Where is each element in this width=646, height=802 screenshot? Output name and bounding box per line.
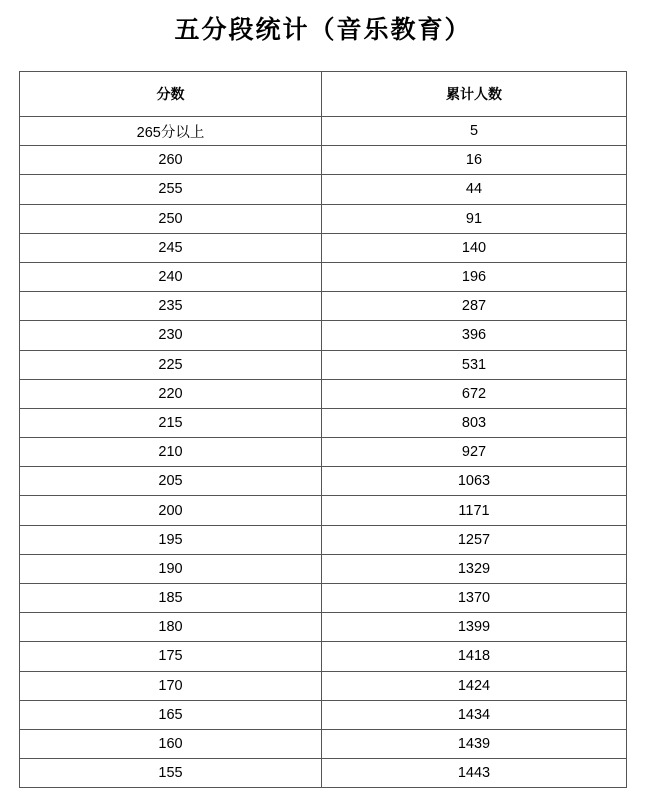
- table-row: [20, 262, 627, 291]
- cumulative-count-cell: 1434: [322, 700, 627, 729]
- table-row: [20, 496, 627, 525]
- score-cell: 155: [20, 759, 322, 788]
- score-cell: 250: [20, 204, 322, 233]
- cumulative-count-cell: 927: [322, 438, 627, 467]
- table-row: [20, 321, 627, 350]
- score-table: [19, 71, 627, 788]
- table-row: [20, 525, 627, 554]
- score-cell: 230: [20, 321, 322, 350]
- table-row: [20, 175, 627, 204]
- cumulative-count-cell: 1439: [322, 729, 627, 758]
- column-header-cumulative-count: 累计人数: [322, 72, 627, 117]
- cumulative-count-cell: 1418: [322, 642, 627, 671]
- table-row: [20, 379, 627, 408]
- table-row: [20, 408, 627, 437]
- table-row: [20, 146, 627, 175]
- table-row: [20, 438, 627, 467]
- score-cell: 185: [20, 584, 322, 613]
- score-cell: 205: [20, 467, 322, 496]
- cumulative-count-cell: 287: [322, 292, 627, 321]
- table-row: [20, 554, 627, 583]
- cumulative-count-cell: 396: [322, 321, 627, 350]
- cumulative-count-cell: 1424: [322, 671, 627, 700]
- cumulative-count-cell: 1370: [322, 584, 627, 613]
- score-cell: 190: [20, 554, 322, 583]
- page-title: 五分段统计（音乐教育）: [174, 15, 472, 44]
- table-row: [20, 467, 627, 496]
- cumulative-count-cell: 672: [322, 379, 627, 408]
- score-cell: 195: [20, 525, 322, 554]
- score-cell: 160: [20, 729, 322, 758]
- cumulative-count-cell: 531: [322, 350, 627, 379]
- score-cell: 180: [20, 613, 322, 642]
- score-cell: 165: [20, 700, 322, 729]
- column-header-score: 分数: [20, 72, 322, 117]
- cumulative-count-cell: 803: [322, 408, 627, 437]
- table-row: [20, 584, 627, 613]
- cumulative-count-cell: 140: [322, 233, 627, 262]
- table-row: [20, 292, 627, 321]
- cumulative-count-cell: 196: [322, 262, 627, 291]
- score-cell: 175: [20, 642, 322, 671]
- cumulative-count-cell: 1443: [322, 759, 627, 788]
- table-body: [20, 117, 627, 788]
- table-row: [20, 613, 627, 642]
- table-row: [20, 233, 627, 262]
- cumulative-count-cell: 16: [322, 146, 627, 175]
- table-row: [20, 117, 627, 146]
- cumulative-count-cell: 1399: [322, 613, 627, 642]
- score-cell: 255: [20, 175, 322, 204]
- cumulative-count-cell: 1257: [322, 525, 627, 554]
- score-cell: 215: [20, 408, 322, 437]
- score-cell: 210: [20, 438, 322, 467]
- cumulative-count-cell: 5: [322, 117, 627, 146]
- cumulative-count-cell: 1329: [322, 554, 627, 583]
- score-cell: 245: [20, 233, 322, 262]
- score-cell: 240: [20, 262, 322, 291]
- table-row: [20, 729, 627, 758]
- score-cell: 265分以上: [20, 117, 322, 146]
- score-cell: 235: [20, 292, 322, 321]
- score-cell: 220: [20, 379, 322, 408]
- table-row: [20, 671, 627, 700]
- cumulative-count-cell: 44: [322, 175, 627, 204]
- cumulative-count-cell: 1063: [322, 467, 627, 496]
- table-header-row: [20, 72, 627, 117]
- table-row: [20, 204, 627, 233]
- score-cell: 170: [20, 671, 322, 700]
- table-row: [20, 642, 627, 671]
- score-cell: 260: [20, 146, 322, 175]
- table-row: [20, 700, 627, 729]
- table-row: [20, 350, 627, 379]
- cumulative-count-cell: 91: [322, 204, 627, 233]
- score-cell: 200: [20, 496, 322, 525]
- score-cell: 225: [20, 350, 322, 379]
- table-row: [20, 759, 627, 788]
- cumulative-count-cell: 1171: [322, 496, 627, 525]
